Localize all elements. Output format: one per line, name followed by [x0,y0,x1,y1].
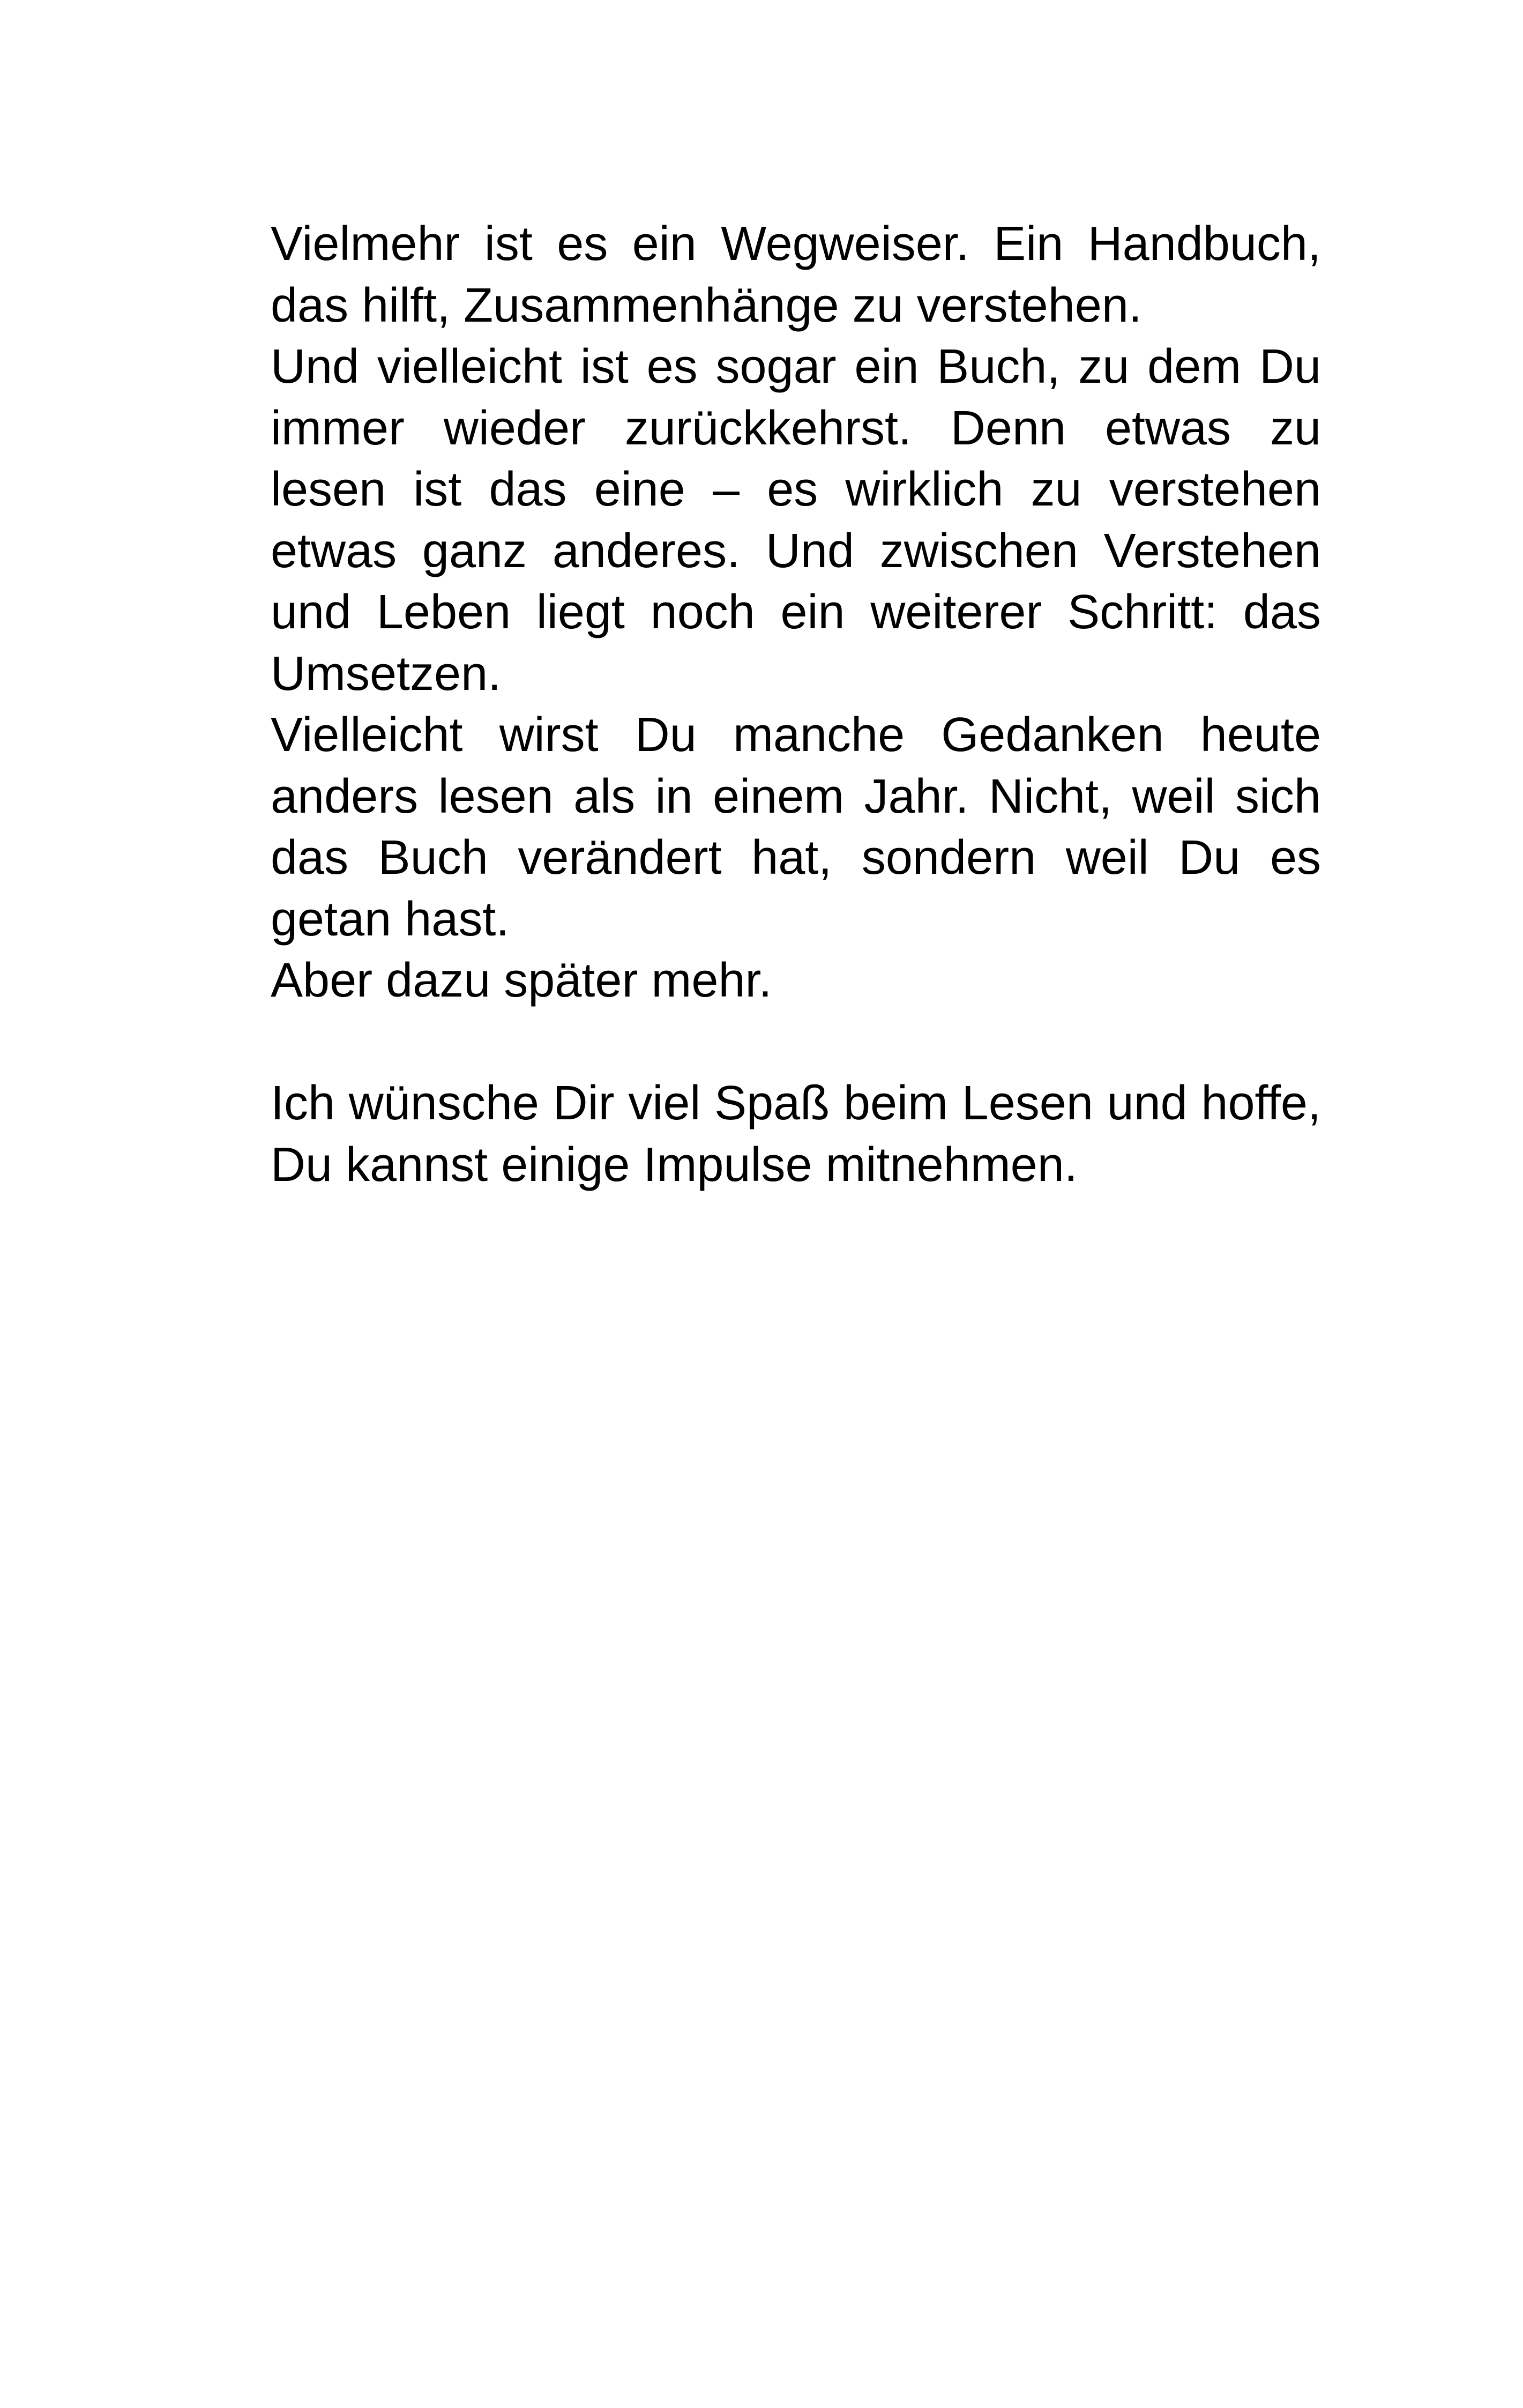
paragraph-spacer [271,1012,1321,1073]
paragraph-wunsch: Ich wünsche Dir viel Spaß beim Lesen und hoffe, Du kannst einige Impulse mitnehmen. [271,1076,1321,1192]
body-text [271,213,1321,1195]
paragraph-anders-lesen: Vielleicht wirst Du manche Gedanken heute anders lesen als in einem Jahr. Nicht, weil sich das Buch verändert hat, sondern weil Du es getan hast. [271,708,1321,946]
paragraph-spaeter-mehr: Aber dazu später mehr. [271,954,772,1007]
paragraph-zurueckkehren: Und vielleicht ist es sogar ein Buch, zu dem Du immer wieder zurückkehrst. Denn etwas zu lesen ist das eine – es wirklich zu verstehen etwas ganz anderes. Und zwischen Verstehen und Leben liegt noch ein weiterer Schritt: das Umsetzen. [271,340,1321,701]
paragraph-wegweiser: Vielmehr ist es ein Wegweiser. Ein Handbuch, das hilft, Zusammenhänge zu verstehen. [271,217,1321,332]
